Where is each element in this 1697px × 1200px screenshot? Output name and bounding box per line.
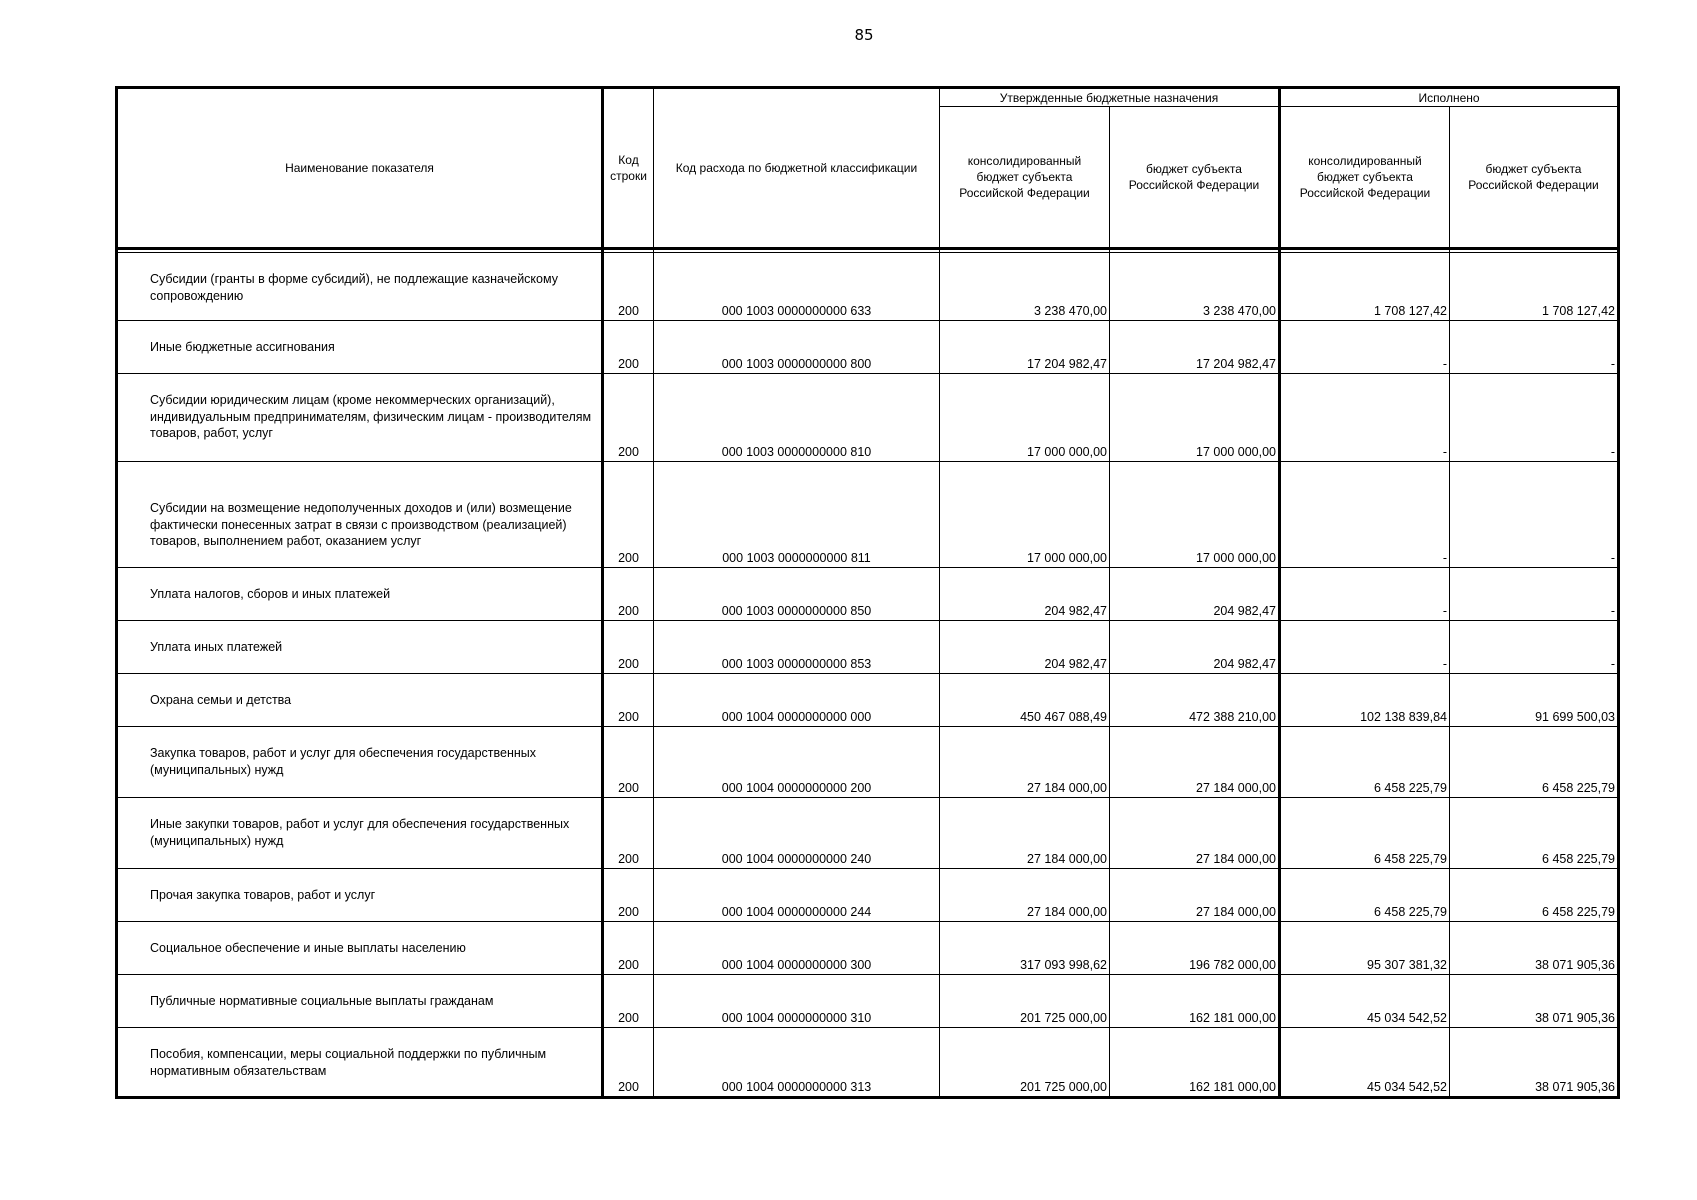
- table-header: [117, 88, 1619, 249]
- table-row: [117, 462, 1619, 568]
- row-code: 200: [603, 975, 654, 1028]
- table-row: [117, 869, 1619, 922]
- approved-subject-value: 27 184 000,00: [1110, 869, 1280, 922]
- table-row: [117, 621, 1619, 674]
- executed-consolidated-value: 6 458 225,79: [1280, 798, 1450, 869]
- row-class-code: 000 1003 0000000000 853: [654, 621, 940, 674]
- row-name: Уплата иных платежей: [117, 621, 603, 674]
- table-row: [117, 975, 1619, 1028]
- approved-consolidated-value: 17 000 000,00: [940, 374, 1110, 462]
- executed-subject-value: 6 458 225,79: [1450, 727, 1619, 798]
- executed-subject-value: -: [1450, 568, 1619, 621]
- table-body: [117, 249, 1619, 1098]
- page-number: 85: [854, 26, 874, 44]
- approved-consolidated-value: 17 204 982,47: [940, 321, 1110, 374]
- table-row: [117, 922, 1619, 975]
- row-class-code: 000 1003 0000000000 850: [654, 568, 940, 621]
- table-row: [117, 253, 1619, 321]
- executed-subject-value: 6 458 225,79: [1450, 798, 1619, 869]
- executed-subject-value: 38 071 905,36: [1450, 922, 1619, 975]
- approved-subject-value: 162 181 000,00: [1110, 975, 1280, 1028]
- header-approved-subject: бюджет субъекта Российской Федерации: [1110, 107, 1280, 249]
- row-class-code: 000 1003 0000000000 633: [654, 253, 940, 321]
- row-code: 200: [603, 922, 654, 975]
- approved-subject-value: 17 000 000,00: [1110, 374, 1280, 462]
- executed-subject-value: 1 708 127,42: [1450, 253, 1619, 321]
- row-class-code: 000 1004 0000000000 300: [654, 922, 940, 975]
- approved-subject-value: 17 204 982,47: [1110, 321, 1280, 374]
- row-code: 200: [603, 621, 654, 674]
- approved-consolidated-value: 317 093 998,62: [940, 922, 1110, 975]
- budget-table: [115, 86, 1620, 1099]
- executed-consolidated-value: -: [1280, 462, 1450, 568]
- row-name: Социальное обеспечение и иные выплаты населению: [117, 922, 603, 975]
- executed-consolidated-value: -: [1280, 568, 1450, 621]
- header-group-executed: Исполнено: [1280, 88, 1619, 107]
- executed-consolidated-value: 45 034 542,52: [1280, 1028, 1450, 1098]
- header-name: Наименование показателя: [117, 88, 603, 249]
- header-group-approved: Утвержденные бюджетные назначения: [940, 88, 1280, 107]
- executed-consolidated-value: 102 138 839,84: [1280, 674, 1450, 727]
- header-executed-consolidated: консолидированный бюджет субъекта Российской Федерации: [1280, 107, 1450, 249]
- executed-consolidated-value: 1 708 127,42: [1280, 253, 1450, 321]
- approved-subject-value: 204 982,47: [1110, 621, 1280, 674]
- row-class-code: 000 1003 0000000000 800: [654, 321, 940, 374]
- executed-subject-value: -: [1450, 621, 1619, 674]
- row-name: Охрана семьи и детства: [117, 674, 603, 727]
- approved-subject-value: 27 184 000,00: [1110, 798, 1280, 869]
- row-class-code: 000 1004 0000000000 244: [654, 869, 940, 922]
- executed-consolidated-value: 6 458 225,79: [1280, 727, 1450, 798]
- row-class-code: 000 1004 0000000000 000: [654, 674, 940, 727]
- row-name: Субсидии юридическим лицам (кроме некоммерческих организаций), индивидуальным предпринимателям, физическим лицам - производителям товаров, работ, услуг: [117, 374, 603, 462]
- header-row-code: Код строки: [603, 88, 654, 249]
- header-executed-subject: бюджет субъекта Российской Федерации: [1450, 107, 1619, 249]
- executed-consolidated-value: -: [1280, 321, 1450, 374]
- executed-subject-value: 6 458 225,79: [1450, 869, 1619, 922]
- row-class-code: 000 1004 0000000000 313: [654, 1028, 940, 1098]
- approved-consolidated-value: 27 184 000,00: [940, 798, 1110, 869]
- table-row: [117, 374, 1619, 462]
- approved-consolidated-value: 204 982,47: [940, 568, 1110, 621]
- executed-subject-value: -: [1450, 462, 1619, 568]
- table-row: [117, 727, 1619, 798]
- row-name: Иные бюджетные ассигнования: [117, 321, 603, 374]
- row-code: 200: [603, 727, 654, 798]
- table-row: [117, 798, 1619, 869]
- table-row: [117, 1028, 1619, 1098]
- row-class-code: 000 1004 0000000000 310: [654, 975, 940, 1028]
- approved-consolidated-value: 201 725 000,00: [940, 975, 1110, 1028]
- row-name: Прочая закупка товаров, работ и услуг: [117, 869, 603, 922]
- row-class-code: 000 1003 0000000000 810: [654, 374, 940, 462]
- approved-consolidated-value: 27 184 000,00: [940, 727, 1110, 798]
- executed-consolidated-value: -: [1280, 621, 1450, 674]
- row-name: Публичные нормативные социальные выплаты гражданам: [117, 975, 603, 1028]
- row-code: 200: [603, 568, 654, 621]
- approved-subject-value: 27 184 000,00: [1110, 727, 1280, 798]
- row-code: 200: [603, 869, 654, 922]
- approved-consolidated-value: 201 725 000,00: [940, 1028, 1110, 1098]
- row-name: Иные закупки товаров, работ и услуг для обеспечения государственных (муниципальных) нужд: [117, 798, 603, 869]
- executed-consolidated-value: 45 034 542,52: [1280, 975, 1450, 1028]
- table-row: [117, 674, 1619, 727]
- row-class-code: 000 1004 0000000000 200: [654, 727, 940, 798]
- executed-subject-value: 38 071 905,36: [1450, 1028, 1619, 1098]
- row-name: Субсидии на возмещение недополученных доходов и (или) возмещение фактически понесенных затрат в связи с производством (реализацией) товаров, выполнением работ, оказанием услуг: [117, 462, 603, 568]
- row-code: 200: [603, 674, 654, 727]
- row-code: 200: [603, 462, 654, 568]
- row-code: 200: [603, 253, 654, 321]
- executed-consolidated-value: 6 458 225,79: [1280, 869, 1450, 922]
- approved-subject-value: 17 000 000,00: [1110, 462, 1280, 568]
- row-code: 200: [603, 374, 654, 462]
- executed-subject-value: -: [1450, 321, 1619, 374]
- approved-consolidated-value: 3 238 470,00: [940, 253, 1110, 321]
- approved-subject-value: 3 238 470,00: [1110, 253, 1280, 321]
- row-class-code: 000 1004 0000000000 240: [654, 798, 940, 869]
- approved-subject-value: 162 181 000,00: [1110, 1028, 1280, 1098]
- row-name: Субсидии (гранты в форме субсидий), не подлежащие казначейскому сопровождению: [117, 253, 603, 321]
- approved-consolidated-value: 450 467 088,49: [940, 674, 1110, 727]
- approved-subject-value: 196 782 000,00: [1110, 922, 1280, 975]
- row-code: 200: [603, 321, 654, 374]
- row-code: 200: [603, 1028, 654, 1098]
- approved-consolidated-value: 204 982,47: [940, 621, 1110, 674]
- approved-consolidated-value: 27 184 000,00: [940, 869, 1110, 922]
- executed-consolidated-value: -: [1280, 374, 1450, 462]
- approved-subject-value: 472 388 210,00: [1110, 674, 1280, 727]
- row-name: Пособия, компенсации, меры социальной поддержки по публичным нормативным обязательствам: [117, 1028, 603, 1098]
- executed-subject-value: -: [1450, 374, 1619, 462]
- executed-subject-value: 38 071 905,36: [1450, 975, 1619, 1028]
- executed-consolidated-value: 95 307 381,32: [1280, 922, 1450, 975]
- header-approved-consolidated: консолидированный бюджет субъекта Российской Федерации: [940, 107, 1110, 249]
- table-row: [117, 321, 1619, 374]
- approved-subject-value: 204 982,47: [1110, 568, 1280, 621]
- executed-subject-value: 91 699 500,03: [1450, 674, 1619, 727]
- row-name: Закупка товаров, работ и услуг для обеспечения государственных (муниципальных) нужд: [117, 727, 603, 798]
- header-class-code: Код расхода по бюджетной классификации: [654, 88, 940, 249]
- approved-consolidated-value: 17 000 000,00: [940, 462, 1110, 568]
- table-row: [117, 568, 1619, 621]
- row-code: 200: [603, 798, 654, 869]
- row-name: Уплата налогов, сборов и иных платежей: [117, 568, 603, 621]
- row-class-code: 000 1003 0000000000 811: [654, 462, 940, 568]
